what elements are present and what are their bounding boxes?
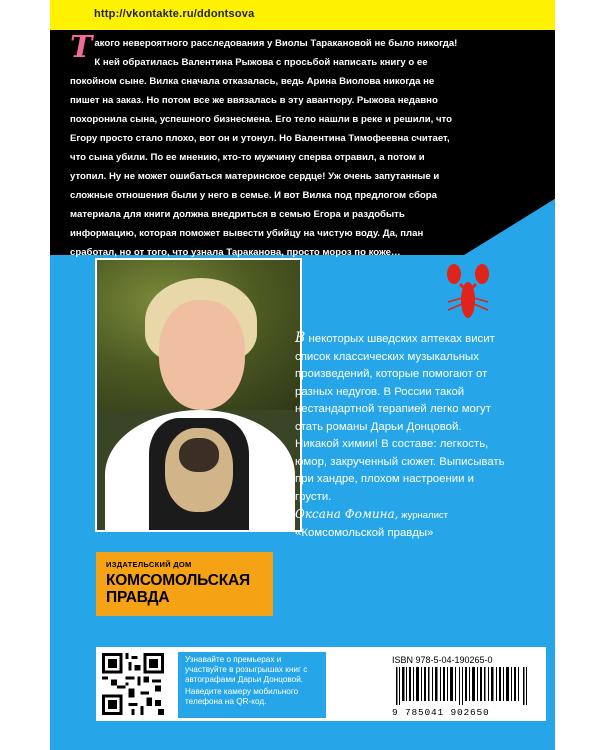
- publisher-name-line2: ПРАВДА: [106, 589, 170, 606]
- dropcap: Т: [70, 30, 93, 65]
- isbn-label: ISBN 978-5-04-190265-0: [392, 655, 493, 665]
- quote-initial: В: [295, 330, 306, 346]
- publisher-name: [106, 572, 250, 606]
- barcode-digits: 9 785041 902650: [392, 707, 490, 718]
- synopsis-body: акого невероятного расследования у Виолы Таракановой не было никогда! К ней обратилась Валентина Рыжова с просьбой написать книгу о ее покойном сыне. Вилка сначала отказалась, ведь Арина Виолова никогда не пишет на заказ. Но потом все же ввязалась в эту авантюру. Рыжова недавно похоронила сына, успешного бизнесмена. Его тело нашли в реке и решили, что Егору просто стало плохо, вот он и утонул. Но Валентина Тимофеевна считает, что сына убили. По ее мнению, кто-то мужчину сперва отравил, а потом и утопил. Ну не может ошибаться материнское сердце! Уж очень запутанные и сложные отношения были у него в семье. И вот Вилка под предлогом сбора материала для книги должна внедриться в семью Егора и раздобыть информацию, которая поможет вывести убийцу на чистую воду. Да, план сработал, но от того, что узнала Тараканова, просто мороз по коже…: [70, 38, 458, 258]
- quote-outlet: «Комсомольской правды»: [295, 526, 434, 539]
- review-quote: [295, 330, 505, 539]
- promo-text-2: Наведите камеру мобильного телефона на QR-код.: [185, 687, 299, 706]
- synopsis-text: [70, 30, 460, 262]
- book-back-cover: [50, 0, 555, 750]
- publisher-name-line1: КОМСОМОЛЬСКАЯ: [106, 572, 250, 589]
- author-face: [159, 300, 245, 410]
- publisher-house-label: ИЗДАТЕЛЬСКИЙ ДОМ: [106, 560, 192, 569]
- publisher-logo: [96, 552, 273, 616]
- bottom-info-bar: [96, 647, 546, 721]
- quote-author-role: журналист: [398, 510, 449, 521]
- quote-signature: [295, 506, 505, 525]
- promo-text-1: Узнавайте о премьерах и участвуйте в розыгрышах книг с автографами Дарьи Донцовой.: [185, 655, 308, 684]
- qr-promo-box: [178, 652, 326, 718]
- barcode-icon: [392, 667, 532, 705]
- quote-author-name: Оксана Фомина,: [295, 507, 399, 521]
- pug-face: [179, 438, 219, 472]
- crayfish-icon: [440, 262, 496, 322]
- quote-body: некоторых шведских аптеках висит список классических музыкальных произведений, которые помогают от разных недугов. В России такой нестандартной терапией легко могут стать романы Дарьи Донцовой. Никакой химии! В составе: легкость, юмор, закрученный сюжет. Выписывать при хандре, плохом настроении и грусти.: [295, 333, 505, 503]
- quote-text: [295, 330, 505, 506]
- author-photo: [95, 258, 302, 532]
- qr-code-icon[interactable]: [102, 653, 164, 715]
- social-url[interactable]: http://vkontakte.ru/ddontsova: [94, 8, 255, 20]
